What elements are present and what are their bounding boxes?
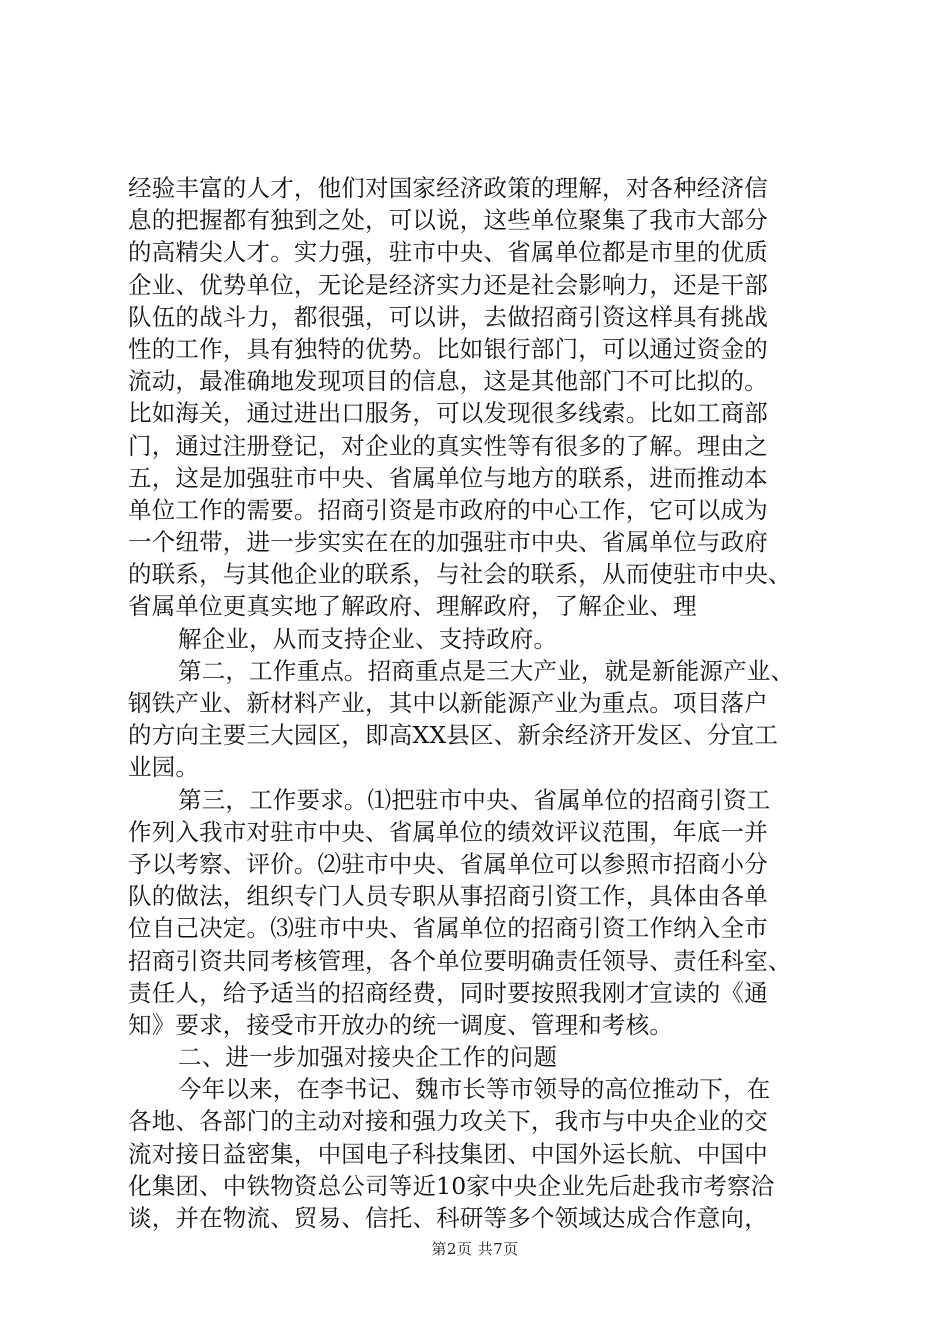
text-line: 二、进一步加强对接央企工作的问题	[178, 1043, 558, 1072]
text-line: 解企业，从而支持企业、支持政府。	[178, 624, 558, 653]
text-line: 单位工作的需要。招商引资是市政府的中心工作，它可以成为	[128, 495, 768, 524]
text-line: 一个纽带，进一步实实在在的加强驻市中央、省属单位与政府	[128, 528, 768, 557]
text-line: 门，通过注册登记，对企业的真实性等有很多的了解。理由之	[128, 431, 768, 460]
text-line: 第二，工作重点。招商重点是三大产业，就是新能源产业、	[178, 656, 795, 685]
text-line: 性的工作，具有独特的优势。比如银行部门，可以通过资金的	[128, 334, 768, 363]
text-line: 的联系，与其他企业的联系，与社会的联系，从而使驻市中央、	[128, 560, 792, 589]
text-line: 队的做法，组织专门人员专职从事招商引资工作，具体由各单	[128, 882, 768, 911]
text-line: 招商引资共同考核管理，各个单位要明确责任领导、责任科室、	[128, 946, 792, 975]
text-line: 企业、优势单位，无论是经济实力还是社会影响力，还是干部	[128, 270, 768, 299]
text-line: 队伍的战斗力，都很强，可以讲，去做招商引资这样具有挑战	[128, 302, 768, 331]
text-line: 谈，并在物流、贸易、信托、科研等多个领域达成合作意向，	[128, 1204, 768, 1232]
text-line: 责任人，给予适当的招商经费，同时要按照我刚才宣读的《通	[128, 978, 768, 1007]
text-line: 五，这是加强驻市中央、省属单位与地方的联系，进而推动本	[128, 463, 768, 492]
text-line: 流对接日益密集，中国电子科技集团、中国外运长航、中国中	[128, 1139, 768, 1168]
text-line: 知》要求，接受市开放办的统一调度、管理和考核。	[128, 1010, 674, 1039]
text-line: 今年以来，在李书记、魏市长等市领导的高位推动下，在	[178, 1075, 771, 1104]
text-line: 经验丰富的人才，他们对国家经济政策的理解，对各种经济信	[128, 174, 768, 202]
text-line: 的方向主要三大园区，即高XX县区、新余经济开发区、分宜工	[128, 721, 779, 750]
document-body	[128, 172, 848, 1234]
text-line: 业园。	[128, 753, 200, 782]
text-line: 息的把握都有独到之处，可以说，这些单位聚集了我市大部分	[128, 206, 768, 235]
text-line: 钢铁产业、新材料产业，其中以新能源产业为重点。项目落户	[128, 689, 768, 717]
text-line: 位自己决定。⑶驻市中央、省属单位的招商引资工作纳入全市	[128, 914, 768, 943]
text-line: 化集团、中铁物资总公司等近10家中央企业先后赴我市考察洽	[128, 1171, 775, 1200]
text-line: 流动，最准确地发现项目的信息，这是其他部门不可比拟的。	[128, 367, 768, 396]
page-footer: 第2页 共7页	[431, 1240, 519, 1258]
text-line: 的高精尖人才。实力强，驻市中央、省属单位都是市里的优质	[128, 238, 768, 267]
text-line: 作列入我市对驻市中央、省属单位的绩效评议范围，年底一并	[128, 817, 768, 846]
text-line: 比如海关，通过进出口服务，可以发现很多线索。比如工商部	[128, 399, 768, 428]
text-line: 各地、各部门的主动对接和强力攻关下，我市与中央企业的交	[128, 1107, 768, 1136]
text-line: 省属单位更真实地了解政府、理解政府，了解企业、理	[128, 592, 697, 621]
text-line: 予以考察、评价。⑵驻市中央、省属单位可以参照市招商小分	[128, 849, 768, 878]
text-line: 第三，工作要求。⑴把驻市中央、省属单位的招商引资工	[178, 785, 771, 814]
